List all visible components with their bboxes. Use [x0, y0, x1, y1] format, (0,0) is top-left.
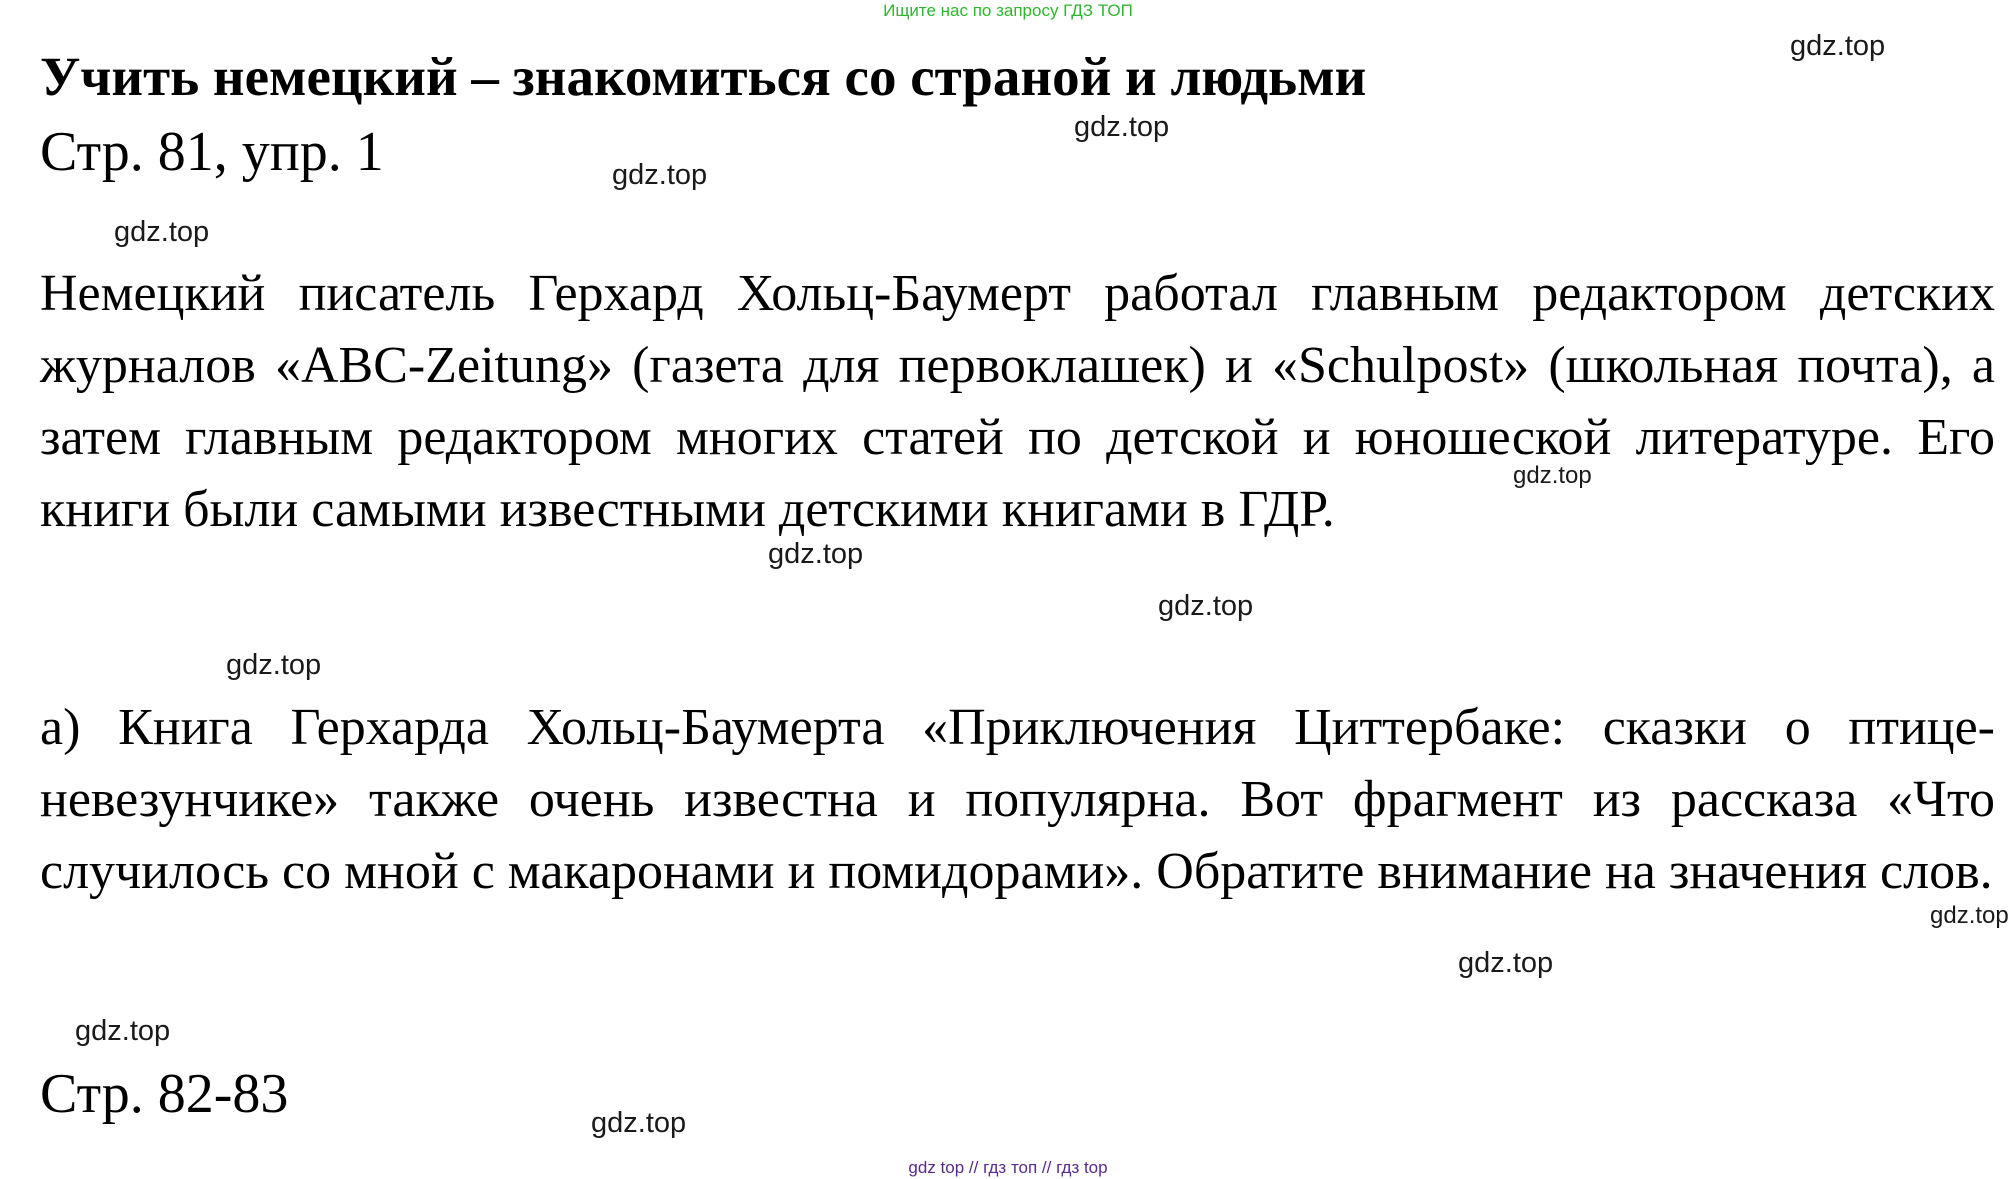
paragraph-task-a: а) Книга Герхарда Хольц-Баумерта «Приключения Циттербаке: сказки о птице-невезунчике» также очень известна и популярна. Вот фрагмент из рассказа «Что случилось со мной с макаронами и помидорами». Обратите внимание на значения слов. [40, 699, 1995, 900]
pages-heading-p82-83: Стр. 82-83 [40, 1063, 289, 1125]
watermark-text: gdz.top [75, 1015, 171, 1047]
watermark-text: gdz.top [1074, 111, 1170, 143]
watermark-text: gdz.top [612, 159, 708, 191]
watermark-text: gdz.top [1158, 590, 1254, 622]
watermark-text: gdz.top [768, 538, 864, 570]
watermark-text: gdz.top [1790, 30, 1886, 62]
watermark-text: gdz.top [591, 1107, 687, 1139]
paragraph-intro: Немецкий писатель Герхард Хольц-Баумерт работал главным редактором детских журналов «ABC-Zeitung» (газета для первоклашек) и «Schulpost» (школьная почта), а затем главным редактором многих статей по детской и юношеской литературе. Его книги были самыми известными детскими книгами в ГДР. [40, 265, 1995, 538]
watermark-text: gdz.top [1513, 462, 1592, 489]
page-title: Учить немецкий – знакомиться со страной и людьми [40, 46, 1367, 107]
watermark-text: gdz.top [114, 216, 210, 248]
watermark-text: gdz.top [226, 649, 322, 681]
watermark-text: gdz.top [1458, 947, 1554, 979]
search-hint-banner: Ищите нас по запросу ГДЗ ТОП [883, 1, 1133, 20]
footer-watermark: gdz top // гдз топ // гдз top [908, 1158, 1108, 1177]
watermark-text: gdz.top [1930, 902, 2009, 929]
exercise-heading-p81: Стр. 81, упр. 1 [40, 121, 384, 183]
